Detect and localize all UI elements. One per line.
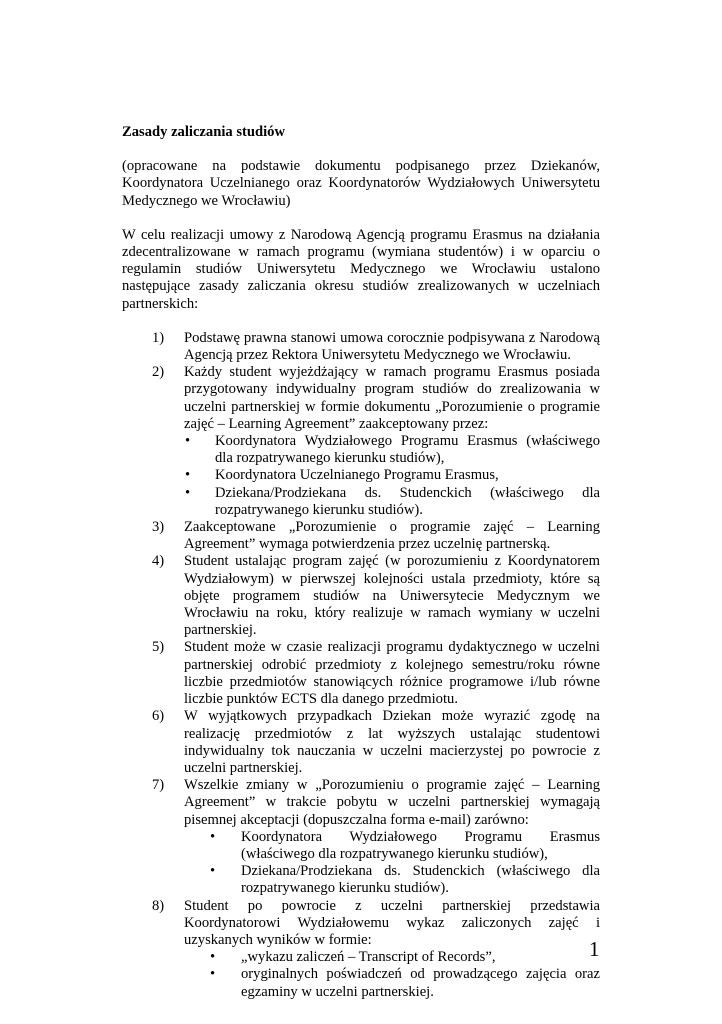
- bullet-icon: •: [185, 467, 191, 484]
- rule-number: 4): [152, 553, 165, 570]
- page-number: 1: [589, 937, 600, 961]
- rule-item-4: [122, 553, 600, 639]
- bullet-item: [184, 467, 600, 484]
- bullet-icon: •: [210, 828, 216, 845]
- rule-number: 8): [152, 897, 165, 914]
- bullet-text: oryginalnych poświadczeń od prowadzącego zajęcia oraz egzaminy w uczelni partnerskiej.: [241, 966, 600, 1000]
- bullet-text: „wykazu zaliczeń – Transcript of Records”,: [241, 949, 496, 966]
- rule-number: 7): [152, 777, 165, 794]
- rule-number: 2): [152, 364, 165, 381]
- rule-text: Student może w czasie realizacji programu dydaktycznego w uczelni partnerskiej odrobić przedmioty z kolejnego semestru/roku równe liczbie przedmiotów stanowiących różnice programowe i/lub równe liczbie punktów ECTS dla danego przedmiotu.: [184, 639, 600, 708]
- bullet-icon: •: [185, 433, 191, 450]
- bullet-text: Koordynatora Wydziałowego Programu Erasmus (właściwego dla rozpatrywanego kierunku studiów),: [215, 433, 600, 467]
- intro-paragraph: W celu realizacji umowy z Narodową Agencją programu Erasmus na działania zdecentralizowane w ramach programu (wymiana studentów) i w oparciu o regulamin studiów Uniwersytetu Medycznego we Wrocławiu ustalono następujące zasady zaliczania okresu studiów zrealizowanych w uczelniach partnerskich:: [122, 226, 600, 312]
- bullet-item: [184, 433, 600, 467]
- bullet-item: [184, 485, 600, 519]
- change-approvers-list: [184, 829, 600, 898]
- rule-item-1: [122, 330, 600, 364]
- rule-item-7: [122, 777, 600, 897]
- rule-text: Podstawę prawna stanowi umowa corocznie podpisywana z Narodową Agencją przez Rektora Uniwersytetu Medycznego we Wrocławiu.: [184, 329, 600, 364]
- rule-text: Zaakceptowane „Porozumienie o programie zajęć – Learning Agreement” wymaga potwierdzenia przez uczelnię partnerską.: [184, 519, 600, 553]
- bullet-text: Dziekana/Prodziekana ds. Studenckich (właściwego dla rozpatrywanego kierunku studiów).: [241, 863, 600, 897]
- bullet-text: Dziekana/Prodziekana ds. Studenckich (właściwego dla rozpatrywanego kierunku studiów).: [215, 484, 600, 518]
- bullet-item: [184, 863, 600, 897]
- rule-number: 5): [152, 639, 165, 656]
- rule-number: 3): [152, 519, 165, 536]
- bullet-icon: •: [210, 863, 216, 880]
- rule-text: Student ustalając program zajęć (w porozumieniu z Koordynatorem Wydziałowym) w pierwszej kolejności ustala przedmioty, które są objęte programem studiów na Uniwersytecie Medycznym we Wrocławiu na roku, który realizuje w ramach wymiany w uczelni partnerskiej.: [184, 553, 600, 639]
- rule-number: 1): [152, 329, 165, 346]
- document-title: Zasady zaliczania studiów: [122, 124, 285, 140]
- bullet-item: [184, 966, 600, 1000]
- rule-item-8: [122, 898, 600, 1001]
- rule-item-3: [122, 519, 600, 553]
- bullet-icon: •: [210, 949, 216, 966]
- intro-note: (opracowane na podstawie dokumentu podpisanego przez Dziekanów, Koordynatora Uczelnianego oraz Koordynatorów Wydziałowych Uniwersytetu Medycznego we Wrocławiu): [122, 158, 600, 209]
- bullet-text: Koordynatora Uczelnianego Programu Erasmus,: [215, 467, 499, 484]
- document-page: [122, 124, 600, 1001]
- rule-item-5: [122, 639, 600, 708]
- rule-text: W wyjątkowych przypadkach Dziekan może wyrazić zgodę na realizację przedmiotów z lat wyższych ustalając studentowi indywidualny tok nauczania w uczelni macierzystej po powrocie z uczelni partnerskiej.: [184, 708, 600, 776]
- rule-number: 6): [152, 708, 165, 725]
- bullet-item: [184, 949, 600, 966]
- rule-item-6: [122, 708, 600, 777]
- rule-text: Każdy student wyjeżdżający w ramach programu Erasmus posiada przygotowany indywidualny program studiów do zrealizowania w uczelni partnerskiej w formie dokumentu „Porozumienie o programie zajęć – Learning Agreement” zaakceptowany przez:: [184, 364, 600, 432]
- approvers-list: [184, 433, 600, 519]
- return-documents-list: [184, 949, 600, 1001]
- bullet-icon: •: [185, 484, 191, 501]
- rule-item-2: [122, 364, 600, 519]
- bullet-text: Koordynatora Wydziałowego Programu Erasmus (właściwego dla rozpatrywanego kierunku studiów),: [241, 828, 600, 862]
- rule-text: Student po powrocie z uczelni partnerskiej przedstawia Koordynatorowi Wydziałowemu wykaz zaliczonych zajęć i uzyskanych wyników w formie:: [184, 897, 600, 948]
- rules-list: [122, 330, 600, 1001]
- rule-text: Wszelkie zmiany w „Porozumieniu o programie zajęć – Learning Agreement” w trakcie pobytu w uczelni partnerskiej wymagają pisemnej akceptacji (dopuszczalna forma e-mail) zarówno:: [184, 777, 600, 828]
- bullet-item: [184, 829, 600, 863]
- bullet-icon: •: [210, 966, 216, 983]
